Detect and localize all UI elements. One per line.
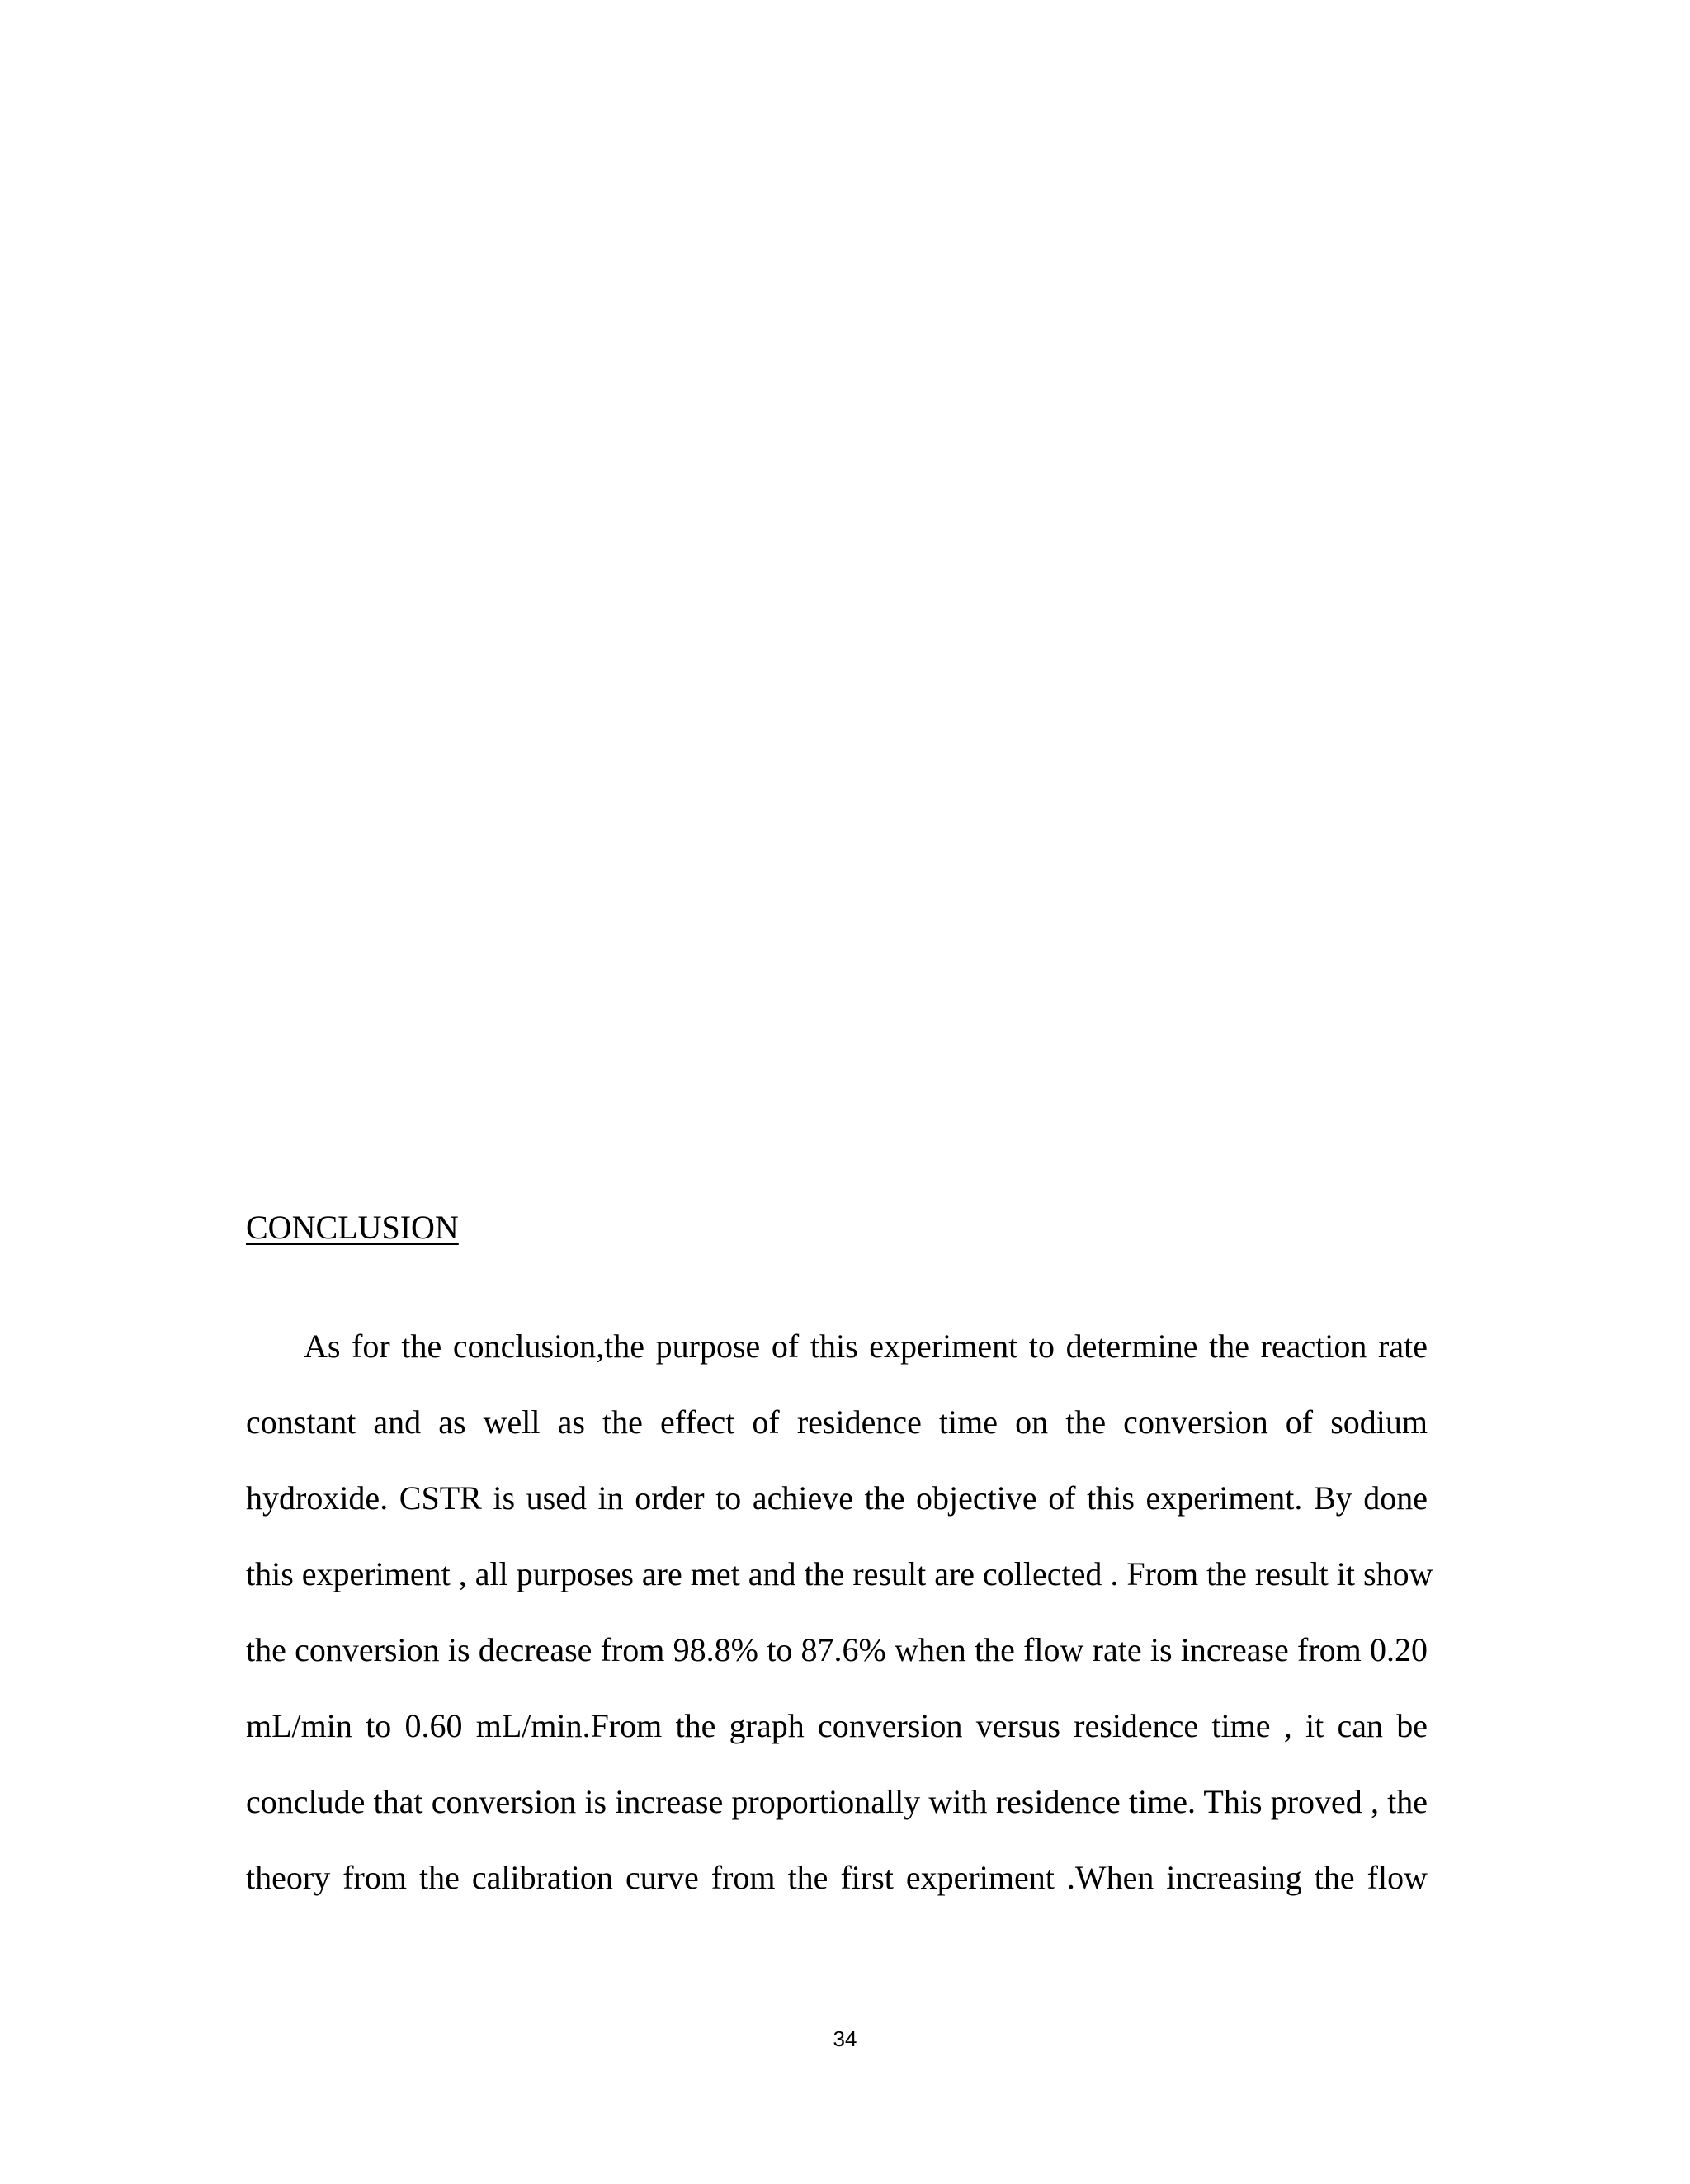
paragraph-line: the conversion is decrease from 98.8% to 87.6% when the flow rate is increase from 0.20: [246, 1631, 1428, 1668]
paragraph-line: theory from the calibration curve from the first experiment .When increasing the flow: [246, 1859, 1428, 1896]
section-heading: CONCLUSION: [246, 1209, 459, 1246]
paragraph-line: mL/min to 0.60 mL/min.From the graph conversion versus residence time , it can be: [246, 1707, 1428, 1744]
page-number: 34: [833, 2026, 857, 2051]
paragraph-line: As for the conclusion,the purpose of this experiment to determine the reaction rate: [304, 1328, 1428, 1365]
paragraph-line: constant and as well as the effect of residence time on the conversion of sodium: [246, 1403, 1428, 1441]
conclusion-paragraph: [246, 1322, 1433, 1929]
paragraph-line: conclude that conversion is increase proportionally with residence time. This proved , the: [246, 1783, 1428, 1820]
paragraph-line: hydroxide. CSTR is used in order to achieve the objective of this experiment. By done: [246, 1479, 1428, 1517]
paragraph-line: this experiment , all purposes are met and the result are collected . From the result it show: [246, 1555, 1433, 1592]
